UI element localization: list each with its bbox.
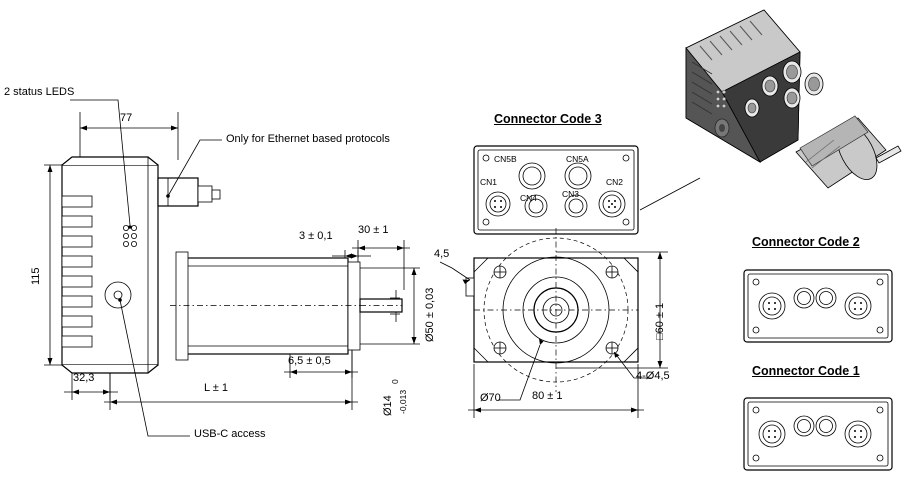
label-cn5a: CN5A (566, 154, 589, 164)
dim-d50: Ø50 ± 0,03 (424, 287, 436, 342)
title-connector-code-3: Connector Code 3 (494, 112, 602, 126)
label-cn1: CN1 (480, 177, 498, 187)
dim-30-tol: 30 ± 1 (358, 224, 389, 236)
dim-32-3: 32,3 (73, 372, 95, 384)
dim-L: L ± 1 (204, 382, 228, 394)
label-cn5b: CN5B (494, 154, 517, 164)
dim-d14: Ø14 (382, 395, 394, 416)
isometric-product-render (686, 10, 901, 188)
dim-60: □60 ± 1 (654, 302, 666, 340)
dim-115: 115 (30, 267, 42, 285)
dim-77: 77 (120, 112, 133, 124)
dim-80: 80 ± 1 (532, 390, 563, 402)
dim-d14-tol-upper: 0 (390, 379, 400, 384)
label-ethernet-note: Only for Ethernet based protocols (226, 133, 390, 145)
dim-4x-d45: 4-Ø4,5 (636, 370, 670, 382)
label-cn2: CN2 (606, 177, 624, 187)
label-cn3: CN3 (562, 189, 580, 199)
dim-d70: Ø70 (480, 392, 501, 404)
label-status-leds: 2 status LEDS (4, 86, 75, 98)
title-connector-code-2: Connector Code 2 (752, 235, 860, 249)
dim-4-5: 4,5 (434, 248, 450, 260)
title-connector-code-1: Connector Code 1 (752, 364, 860, 378)
dim-6-5: 6,5 ± 0,5 (288, 355, 331, 367)
label-usb-c-access: USB-C access (194, 428, 266, 440)
dim-d14-tol-lower: -0,013 (398, 389, 408, 414)
dim-3-tol: 3 ± 0,1 (299, 230, 333, 242)
label-cn4: CN4 (520, 193, 538, 203)
